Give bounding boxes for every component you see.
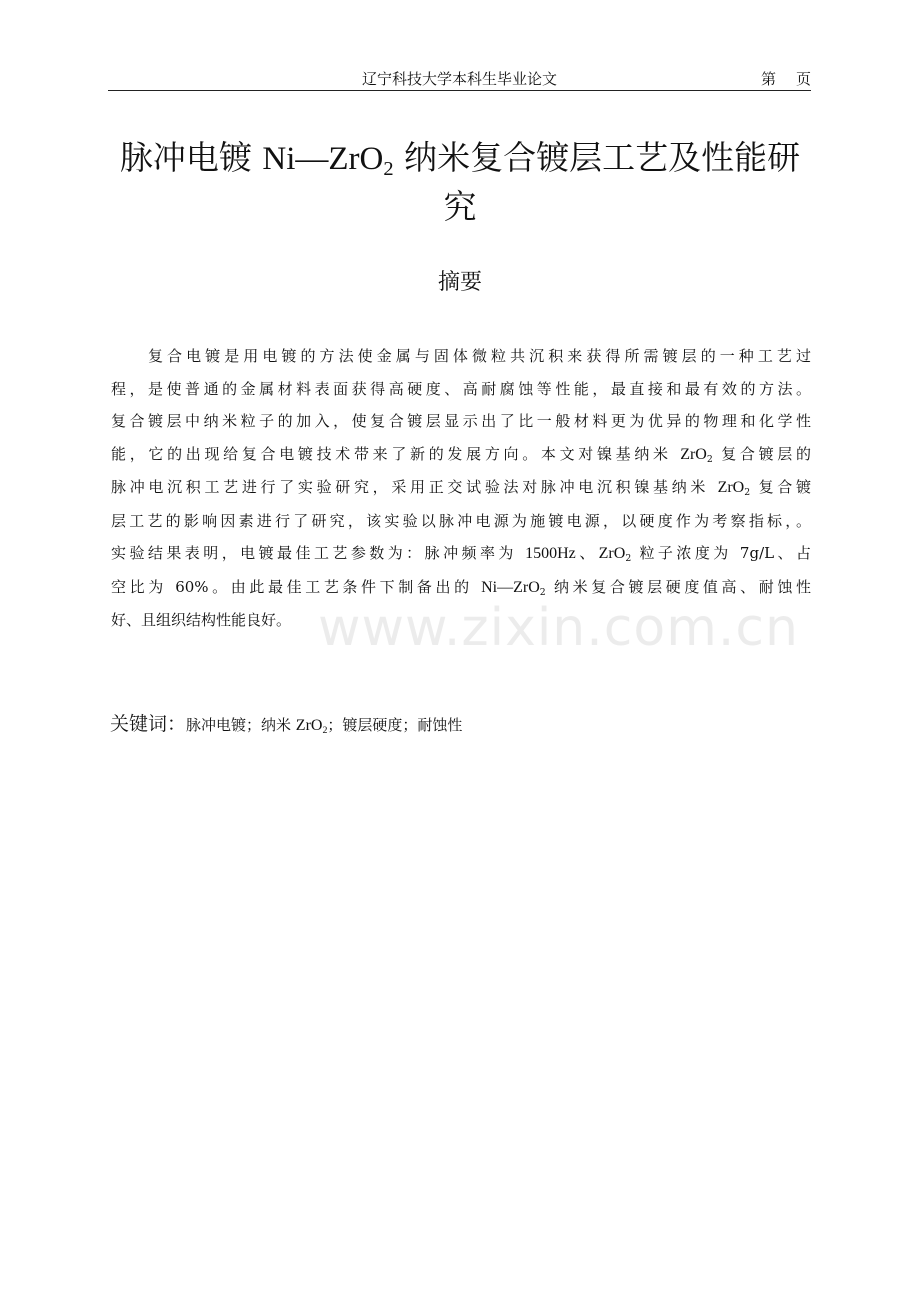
keywords-line — [110, 708, 462, 742]
page-header — [108, 62, 811, 91]
title-line-2: 究 — [443, 187, 477, 226]
abstract-line — [111, 505, 811, 538]
abstract-line-text: 空比为 60%。由此最佳工艺条件下制备出的 — [111, 577, 482, 596]
abstract-line-text: 层工艺的影响因素进行了研究，该实验以脉冲电源为施镀电源，以硬度作为考察指标，。 — [111, 511, 811, 530]
title-part-1: 脉冲电镀 — [119, 138, 263, 177]
page-label-1: 第 — [760, 72, 776, 88]
abstract-line-formula-sub: 2 — [744, 486, 751, 498]
abstract-line-text: 能，它的出现给复合电镀技术带来了新的发展方向。本文对镍基纳米 — [111, 444, 681, 463]
title-formula — [262, 141, 394, 181]
abstract-line-text: 好、且组织结构性能良好。 — [111, 611, 292, 629]
abstract-line-text: 纳米复合镀层硬度值高、耐蚀性 — [545, 577, 811, 596]
header-page-number — [761, 68, 811, 89]
keywords-formula — [296, 717, 328, 734]
abstract-line-formula-sub: 2 — [539, 586, 546, 598]
abstract-line — [111, 438, 811, 472]
abstract-line-text: 程，是使普通的金属材料表面获得高硬度、高耐腐蚀等性能，最直接和最有效的方法。 — [111, 379, 811, 398]
abstract-line-text: 复合镀层的 — [712, 444, 811, 463]
page-label-2: 页 — [795, 72, 811, 88]
header-title: 辽宁科技大学本科生毕业论文 — [361, 72, 557, 88]
abstract-line — [111, 471, 811, 505]
abstract-line — [111, 373, 811, 406]
abstract-line-formula-sub: 2 — [625, 552, 632, 564]
abstract-line-formula: ZrO — [717, 479, 745, 496]
keywords-text-1: 脉冲电镀；纳米 — [186, 716, 296, 734]
title-part-2: 纳米复合镀层工艺及性能研 — [393, 138, 801, 177]
abstract-line-formula: ZrO — [680, 445, 707, 463]
abstract-line-text: 脉冲电沉积工艺进行了实验研究，采用正交试验法对脉冲电沉积镍基纳米 — [111, 478, 718, 496]
keywords-label: 关键词： — [110, 713, 187, 735]
title-formula-sub: 2 — [383, 158, 394, 181]
abstract-heading: 摘要 — [437, 270, 482, 295]
abstract-line-text: 粒子浓度为 7g/L、占 — [631, 544, 811, 562]
abstract-line-text: 复合镀层中纳米粒子的加入，使复合镀层显示出了比一般材料更为优异的物理和化学性 — [111, 412, 811, 430]
abstract-line — [111, 405, 811, 438]
title-formula-text: Ni—ZrO — [262, 141, 384, 177]
abstract-line-formula-sub: 2 — [706, 453, 713, 465]
abstract-line-text: 复合电镀是用电镀的方法使金属与固体微粒共沉积来获得所需镀层的一种工艺过 — [148, 347, 811, 365]
abstract-line-text: 复合镀 — [750, 478, 811, 496]
abstract-line-formula: 1500Hz、ZrO — [525, 545, 626, 562]
abstract-body — [111, 340, 811, 637]
title-line-1 — [95, 134, 825, 183]
abstract-line-formula: Ni—ZrO — [481, 578, 540, 596]
abstract-line — [111, 537, 811, 571]
keywords-formula-sub: 2 — [322, 724, 328, 736]
watermark: www.zixin.com.cn — [318, 598, 799, 658]
keywords-formula-text: ZrO — [295, 717, 323, 734]
abstract-line-text: 实验结果表明，电镀最佳工艺参数为：脉冲频率为 — [111, 544, 526, 562]
keywords-text-2: ；镀层硬度；耐蚀性 — [327, 716, 463, 734]
paper-title — [95, 134, 825, 230]
abstract-line — [111, 340, 811, 373]
